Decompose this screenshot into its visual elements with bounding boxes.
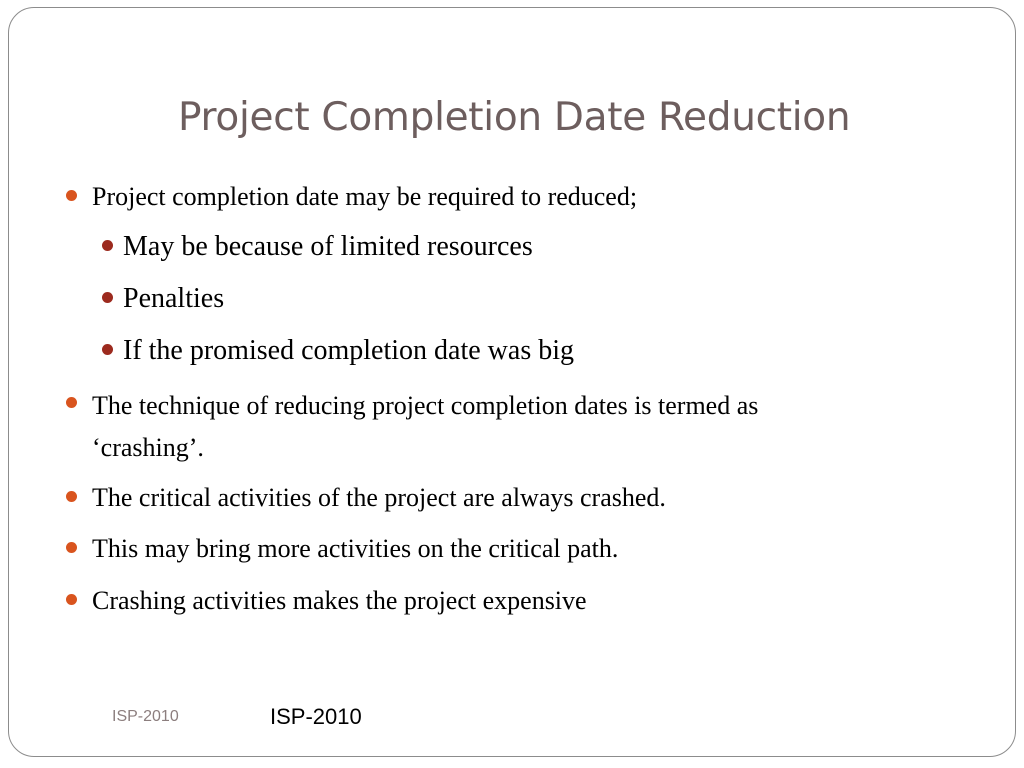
bullet-text: The critical activities of the project are always crashed. — [92, 483, 666, 512]
bullet-text: The technique of reducing project completion dates is termed as — [92, 391, 759, 420]
bullet-dot-icon — [66, 491, 77, 502]
bullet-dot-icon — [66, 190, 77, 201]
bullet-dot-icon — [66, 542, 77, 553]
bullet-text: This may bring more activities on the critical path. — [92, 534, 619, 563]
bullet-item — [92, 530, 618, 568]
slide-title: Project Completion Date Reduction — [178, 95, 851, 140]
footer-text: ISP-2010 — [270, 704, 362, 729]
bullet-text: Crashing activities makes the project expensive — [92, 586, 587, 615]
sub-bullet-dot-icon — [102, 344, 113, 355]
sub-bullet-item — [123, 228, 533, 266]
sub-bullet-dot-icon — [102, 292, 113, 303]
bullet-text: Project completion date may be required to reduced; — [92, 182, 638, 211]
bullet-dot-icon — [66, 594, 77, 605]
footer-label: ISP-2010 — [112, 708, 179, 725]
bullet-item — [92, 178, 637, 216]
bullet-item — [92, 582, 587, 620]
sub-bullet-dot-icon — [102, 240, 113, 251]
bullet-item — [92, 479, 666, 517]
bullet-text-continuation: ‘crashing’. — [92, 433, 204, 462]
bullet-text: Penalties — [123, 283, 225, 314]
bullet-item — [92, 385, 758, 469]
bullet-text: May be because of limited resources — [123, 231, 533, 262]
sub-bullet-item — [123, 332, 574, 370]
sub-bullet-item — [123, 280, 224, 318]
bullet-dot-icon — [66, 397, 77, 408]
bullet-text: If the promised completion date was big — [123, 335, 574, 366]
